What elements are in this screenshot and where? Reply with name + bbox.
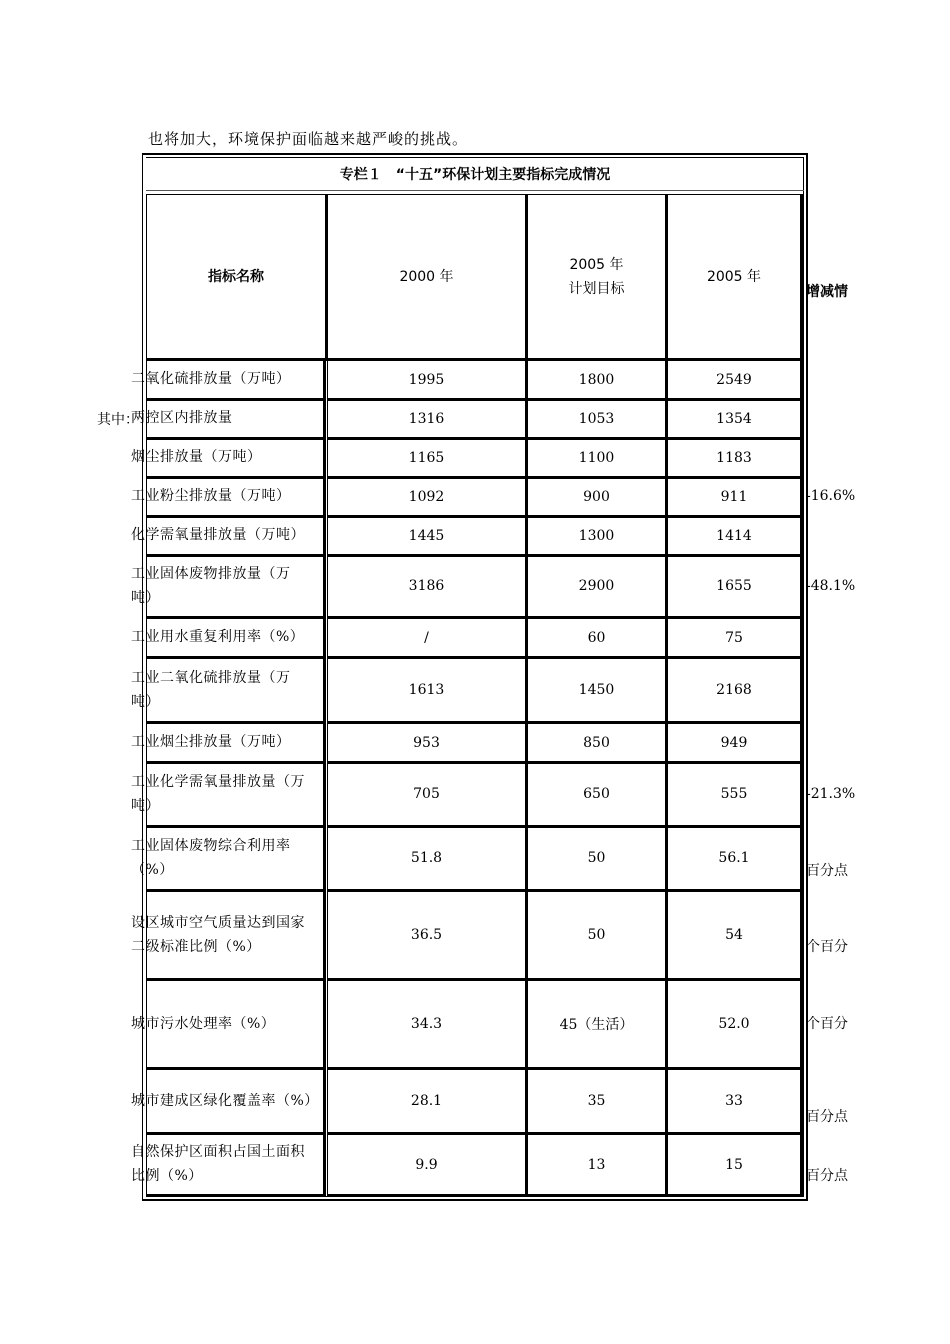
col-2005-plan-value: 50 <box>587 927 606 943</box>
row-name-line1: 工业化学需氧量排放量（万 <box>131 773 305 790</box>
row-name <box>131 625 331 649</box>
col-2005-cell <box>667 826 803 892</box>
col-2000-value: 953 <box>413 734 440 751</box>
col-2005-cell <box>667 1069 803 1135</box>
col-2005-value: 1414 <box>716 527 752 544</box>
header-name-label: 指标名称 <box>208 268 264 285</box>
col-2005-plan-value: 650 <box>583 786 610 802</box>
col-2000-value: 51.8 <box>410 850 443 866</box>
col-2005-value: 56.1 <box>718 850 750 866</box>
col-2005-cell <box>667 980 803 1070</box>
col-2005-plan-cell <box>527 762 668 828</box>
col-2000-cell <box>327 399 528 440</box>
row-name-line1: 两控区内排放量 <box>131 410 233 426</box>
col-2005-plan-cell <box>527 516 668 557</box>
col-2000-value: 705 <box>413 786 440 802</box>
col-2005-cell <box>667 891 803 981</box>
col-2005-value: 911 <box>720 488 748 505</box>
change-value: -16.6% <box>806 488 856 504</box>
row-name-line1: 工业粉尘排放量（万吨） <box>131 488 291 504</box>
col-2005-value: 1655 <box>716 578 752 594</box>
row-name <box>131 445 331 469</box>
col-2005-value: 15 <box>725 1156 743 1173</box>
col-2005-cell <box>667 477 803 518</box>
row-name-line1: 工业固体废物综合利用率 <box>131 837 291 854</box>
col-2000-value: 1995 <box>408 371 445 388</box>
col-2005-plan-cell <box>527 723 668 764</box>
intro-text: 也将加大，环境保护面临越来越严峻的挑战。 <box>148 130 469 148</box>
row-name-line1: 化学需氧量排放量（万吨） <box>131 527 305 543</box>
col-2005-plan-value: 1053 <box>578 410 615 427</box>
col-2005-cell <box>667 618 803 659</box>
header-plan-line2: 计划目标 <box>568 280 625 297</box>
row-name <box>131 1140 331 1188</box>
col-2005-value: 1183 <box>716 449 752 466</box>
col-2000-cell <box>327 762 528 828</box>
col-2000-cell <box>327 360 528 401</box>
row-name-line1: 城市建成区绿化覆盖率（%） <box>131 1092 319 1109</box>
row-name-line2: （%） <box>131 861 174 878</box>
change-value: -48.1% <box>806 577 856 594</box>
col-2005-plan-cell <box>527 980 668 1070</box>
row-name-line1: 工业烟尘排放量（万吨） <box>131 734 291 750</box>
col-2005-plan-value: 900 <box>583 488 610 505</box>
row-name-line2: 吨） <box>131 589 160 606</box>
col-2005-value: 75 <box>725 629 743 646</box>
col-2000-value: 9.9 <box>415 1156 438 1173</box>
row-name-line2: 吨） <box>131 797 160 814</box>
col-2005-plan-value: 35 <box>587 1093 606 1109</box>
col-2000-cell <box>327 477 528 518</box>
col-2005-plan-value: 1800 <box>578 371 615 388</box>
col-2005-cell <box>667 360 803 401</box>
col-2005-plan-cell <box>527 1134 668 1197</box>
row-name-line1: 工业二氧化硫排放量（万 <box>131 669 291 686</box>
col-2000-value: 1092 <box>408 488 445 505</box>
row-name-line1: 烟尘排放量（万吨） <box>131 449 262 465</box>
row-name <box>131 367 331 391</box>
col-2005-plan-cell <box>527 618 668 659</box>
col-2005-cell <box>667 516 803 557</box>
row-name-line2: 吨） <box>131 693 160 710</box>
col-2000-cell <box>327 826 528 892</box>
col-2005-value: 33 <box>725 1093 743 1109</box>
col-2000-value: 1165 <box>408 449 445 466</box>
col-2005-value: 2549 <box>716 371 752 388</box>
col-2000-cell <box>327 658 528 724</box>
qizhong-label: 其中： <box>97 412 139 428</box>
header-2005-plan <box>527 194 668 361</box>
col-2005-plan-value: 2900 <box>578 578 615 594</box>
col-2000-value: 1445 <box>408 527 445 544</box>
col-2005-plan-value: 1300 <box>578 527 615 544</box>
col-2000-cell <box>327 516 528 557</box>
col-2000-value: 3186 <box>408 578 445 594</box>
row-name-line1: 自然保护区面积占国土面积 <box>131 1144 305 1160</box>
row-name <box>131 484 331 508</box>
table-caption: 专栏１ “十五”环保计划主要指标完成情况 <box>146 158 804 191</box>
col-2005-plan-cell <box>527 555 668 619</box>
col-2005-cell <box>667 555 803 619</box>
change-value: 个百分 <box>806 1015 848 1032</box>
col-2005-plan-value: 850 <box>583 734 610 751</box>
header-name <box>146 194 328 361</box>
col-2000-value: 28.1 <box>410 1093 443 1109</box>
row-name <box>131 1089 331 1113</box>
col-2005-cell <box>667 1134 803 1197</box>
col-2000-cell <box>327 980 528 1070</box>
col-2005-plan-cell <box>527 658 668 724</box>
row-name-line1: 城市污水处理率（%） <box>131 1015 276 1032</box>
change-value: 百分点 <box>806 1109 848 1125</box>
change-value: 百分点 <box>806 1168 848 1184</box>
row-name <box>131 770 331 818</box>
row-name-line1: 工业用水重复利用率（%） <box>131 629 305 645</box>
col-2005-plan-cell <box>527 477 668 518</box>
col-2005-value: 1354 <box>716 410 752 427</box>
row-name <box>131 911 331 959</box>
change-value: 百分点 <box>806 863 848 879</box>
change-value: 个百分 <box>806 938 848 955</box>
col-2005-plan-cell <box>527 360 668 401</box>
header-2000 <box>327 194 528 361</box>
row-name <box>131 666 331 714</box>
col-2005-cell <box>667 723 803 764</box>
col-2005-cell <box>667 762 803 828</box>
col-2000-cell <box>327 438 528 479</box>
col-2005-value: 949 <box>720 734 748 751</box>
col-2005-plan-cell <box>527 826 668 892</box>
col-2005-plan-value: 1100 <box>578 449 615 466</box>
col-2005-cell <box>667 399 803 440</box>
col-2005-plan-value: 60 <box>587 629 606 646</box>
row-name <box>131 834 331 882</box>
col-2000-value: 36.5 <box>410 927 443 943</box>
col-2005-plan-value: 50 <box>587 850 606 866</box>
col-2005-cell <box>667 658 803 724</box>
row-name <box>131 562 331 610</box>
header-change: 增减情 <box>806 284 848 300</box>
col-2000-cell <box>327 618 528 659</box>
header-plan-line1: 2005 年 <box>569 256 624 273</box>
row-name <box>131 1012 331 1036</box>
change-value: -21.3% <box>806 785 856 802</box>
col-2005-plan-cell <box>527 1069 668 1135</box>
row-name-line1: 工业固体废物排放量（万 <box>131 565 291 582</box>
header-2005 <box>667 194 803 361</box>
row-name-line1: 二氧化硫排放量（万吨） <box>131 371 291 387</box>
col-2000-cell <box>327 891 528 981</box>
col-2000-value: 34.3 <box>410 1016 443 1032</box>
row-name <box>131 406 331 430</box>
col-2000-cell <box>327 1134 528 1197</box>
col-2000-cell <box>327 1069 528 1135</box>
header-2000-label: 2000 年 <box>399 268 454 285</box>
col-2005-plan-value: 1450 <box>578 682 615 698</box>
row-name <box>131 730 331 754</box>
col-2005-value: 54 <box>725 927 743 943</box>
col-2005-plan-value: 45（生活） <box>559 1017 634 1033</box>
col-2005-plan-value: 13 <box>587 1156 606 1173</box>
col-2000-cell <box>327 723 528 764</box>
header-2005-label: 2005 年 <box>706 268 762 285</box>
col-2005-cell <box>667 438 803 479</box>
row-name-line2: 比例（%） <box>131 1168 203 1184</box>
col-2005-value: 52.0 <box>718 1016 750 1032</box>
row-name <box>131 523 331 547</box>
col-2005-plan-cell <box>527 438 668 479</box>
row-name-line2: 二级标准比例（%） <box>131 938 261 955</box>
col-2000-cell <box>327 555 528 619</box>
col-2005-plan-cell <box>527 399 668 440</box>
col-2000-value: 1613 <box>408 682 445 698</box>
col-2000-value: / <box>424 629 429 646</box>
col-2005-value: 2168 <box>716 682 752 698</box>
col-2005-plan-cell <box>527 891 668 981</box>
col-2005-value: 555 <box>720 786 748 802</box>
col-2000-value: 1316 <box>408 410 445 427</box>
row-name-line1: 设区城市空气质量达到国家 <box>131 914 305 931</box>
